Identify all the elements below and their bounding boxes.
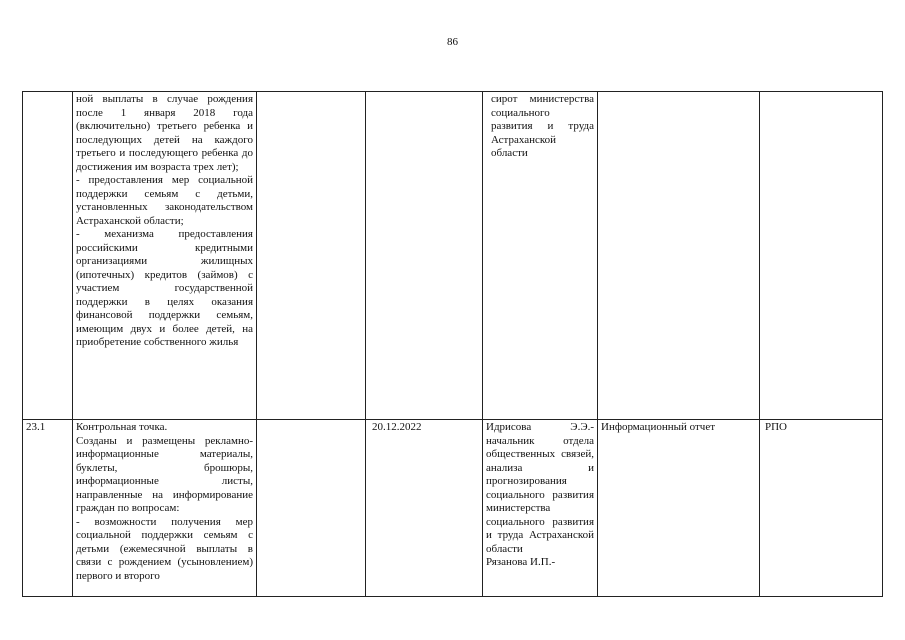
source-cell xyxy=(760,92,883,420)
description-cell: Контрольная точка. Созданы и размещены рекламно-информационные материалы, буклеты, брошюры, информационные листы, направленные на информирование граждан по вопросам: - возможности получения мер социальной поддержки семьям с детьми (ежемесячной выплаты в связи с рождением (усыновлением) первого и второго xyxy=(73,420,257,597)
result-cell: Информационный отчет xyxy=(598,420,760,597)
item-number-cell: 23.1 xyxy=(23,420,73,597)
result-cell xyxy=(598,92,760,420)
plan-table xyxy=(22,91,883,597)
description-cell: ной выплаты в случае рождения после 1 января 2018 года (включительно) третьего ребенка и последующих детей на каждого третьего и последующего ребенка до достижения им возраста трех лет); - предоставления мер социальной поддержки семьям с детьми, установленных законодательством Астраханской области; - механизма предоставления российскими кредитными организациями жилищных (ипотечных) кредитов (займов) с участием государственной поддержки в целях оказания финансовой поддержки семьям, имеющим двух и более детей, на приобретение собственного жилья xyxy=(73,92,257,420)
end-date-cell: 20.12.2022 xyxy=(366,420,483,597)
item-number-cell xyxy=(23,92,73,420)
responsible-cell: сирот министерства социального развития и труда Астраханской области xyxy=(483,92,598,420)
end-date-cell xyxy=(366,92,483,420)
table-row xyxy=(23,92,883,420)
start-date-cell xyxy=(257,92,366,420)
source-cell: РПО xyxy=(760,420,883,597)
responsible-cell: Идрисова Э.Э.- начальник отдела общественных связей, анализа и прогнозирования социального развития министерства социального развития и труда Астраханской области Рязанова И.П.- xyxy=(483,420,598,597)
page-number: 86 xyxy=(447,36,458,48)
start-date-cell xyxy=(257,420,366,597)
table-row xyxy=(23,420,883,597)
